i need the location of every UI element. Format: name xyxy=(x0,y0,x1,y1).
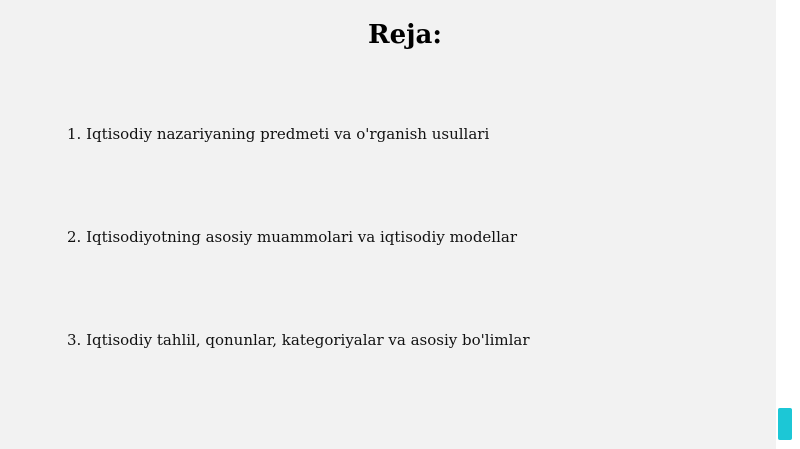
plan-item-3 xyxy=(67,330,530,350)
plan-item-1 xyxy=(67,124,489,144)
plan-item-number: 3. xyxy=(67,331,82,349)
scroll-thumb[interactable] xyxy=(778,408,792,440)
plan-item-text: Iqtisodiy nazariyaning predmeti va o'rganish usullari xyxy=(86,125,490,143)
plan-item-2 xyxy=(67,227,517,247)
plan-item-number: 2. xyxy=(67,228,82,246)
slide-title: Reja: xyxy=(367,20,442,50)
vertical-scrollbar[interactable] xyxy=(776,0,800,449)
plan-item-text: Iqtisodiy tahlil, qonunlar, kategoriyalar va asosiy bo'limlar xyxy=(86,331,530,349)
plan-item-text: Iqtisodiyotning asosiy muammolari va iqtisodiy modellar xyxy=(86,228,518,246)
plan-item-number: 1. xyxy=(67,125,82,143)
